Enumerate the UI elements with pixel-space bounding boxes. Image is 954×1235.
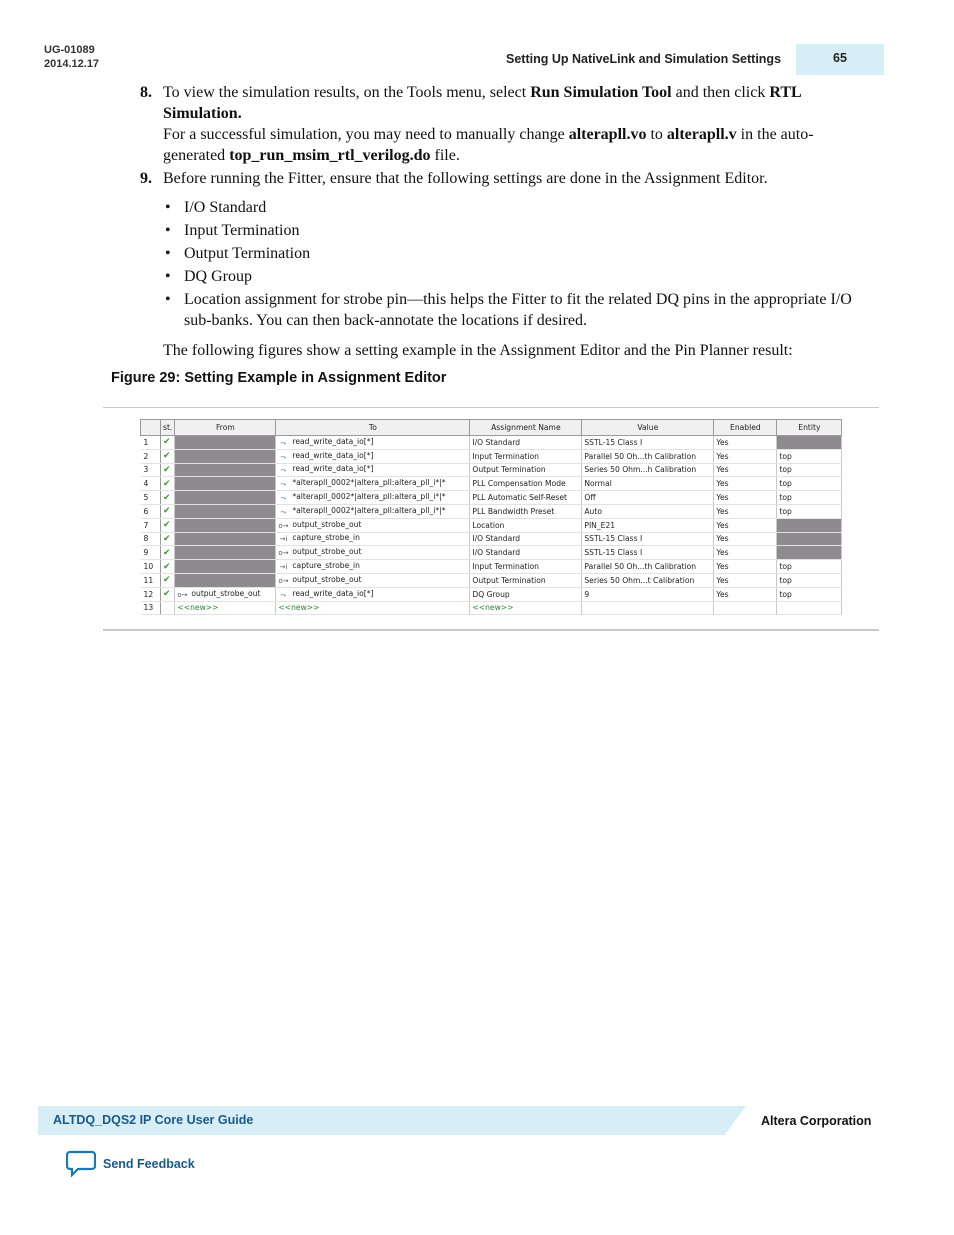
- checkmark-icon: ✔: [163, 492, 171, 503]
- bus-node-icon: ⤳: [280, 438, 287, 447]
- cell-value[interactable]: PIN_E21: [582, 518, 714, 532]
- cell-enabled[interactable]: Yes: [714, 449, 777, 463]
- checkmark-icon: ✔: [163, 464, 171, 475]
- column-header-enabled[interactable]: Enabled: [714, 420, 777, 436]
- input-pin-icon: →i: [279, 535, 288, 544]
- cell-assignment-name[interactable]: Output Termination: [470, 573, 582, 587]
- cell-from[interactable]: [175, 573, 276, 587]
- cell-enabled[interactable]: Yes: [714, 491, 777, 505]
- row-index: 8: [141, 532, 161, 546]
- cell-value[interactable]: Auto: [582, 504, 714, 518]
- cell-to[interactable]: [276, 560, 470, 574]
- list-item: • DQ Group: [163, 266, 860, 287]
- checkmark-icon: ✔: [163, 478, 171, 489]
- cell-enabled[interactable]: Yes: [714, 560, 777, 574]
- row-status: [161, 436, 175, 450]
- table-row[interactable]: [141, 573, 842, 587]
- table-row[interactable]: [141, 587, 842, 601]
- cell-to-text: capture_strobe_in: [292, 561, 360, 571]
- cell-enabled[interactable]: Yes: [714, 504, 777, 518]
- row-status: [161, 532, 175, 546]
- settings-list: [163, 197, 860, 331]
- cell-to[interactable]: [276, 532, 470, 546]
- send-feedback-button[interactable]: [66, 1150, 195, 1177]
- figure-caption: Figure 29: Setting Example in Assignment Editor: [111, 370, 447, 386]
- cell-entity[interactable]: top: [777, 463, 842, 477]
- table-row[interactable]: [141, 504, 842, 518]
- cell-entity[interactable]: [777, 518, 842, 532]
- cell-entity[interactable]: [777, 532, 842, 546]
- cell-from[interactable]: [175, 449, 276, 463]
- row-index: 12: [141, 587, 161, 601]
- checkmark-icon: ✔: [163, 533, 171, 544]
- text-run: file.: [430, 147, 460, 164]
- step-9: [140, 168, 860, 189]
- cell-from[interactable]: [175, 532, 276, 546]
- cell-assignment-name[interactable]: I/O Standard: [470, 436, 582, 450]
- cell-entity[interactable]: [777, 436, 842, 450]
- row-status: [161, 449, 175, 463]
- row-status: [161, 573, 175, 587]
- page-number: 65: [796, 44, 884, 75]
- step-8-note: [163, 124, 860, 166]
- cell-to[interactable]: [276, 573, 470, 587]
- table-row[interactable]: [141, 449, 842, 463]
- column-header-from[interactable]: From: [175, 420, 276, 436]
- file-ref: alterapll.vo: [568, 126, 647, 143]
- body-text: [140, 82, 860, 361]
- cell-to[interactable]: [276, 518, 470, 532]
- table-row[interactable]: [141, 491, 842, 505]
- row-status: [161, 601, 175, 615]
- output-pin-icon: o→: [177, 590, 188, 599]
- output-pin-icon: o→: [278, 521, 289, 530]
- cell-to-text: read_write_data_io[*]: [292, 588, 374, 598]
- file-ref: alterapll.v: [666, 126, 737, 143]
- cell-value[interactable]: Series 50 Ohm...h Calibration: [582, 463, 714, 477]
- cell-enabled[interactable]: Yes: [714, 518, 777, 532]
- row-status: [161, 587, 175, 601]
- cell-to[interactable]: [276, 463, 470, 477]
- text-run: in the auto-generated: [163, 126, 814, 164]
- send-feedback-label: Send Feedback: [103, 1156, 195, 1171]
- doc-id: UG-01089: [44, 44, 95, 56]
- cell-from[interactable]: [175, 560, 276, 574]
- row-index: 10: [141, 560, 161, 574]
- step-8-text: [163, 82, 860, 124]
- output-pin-icon: o→: [278, 549, 289, 558]
- text-run: and then click: [671, 84, 770, 101]
- row-index: 4: [141, 477, 161, 491]
- cell-value[interactable]: [582, 601, 714, 615]
- cell-from[interactable]: [175, 504, 276, 518]
- new-assignment-row[interactable]: [141, 601, 842, 615]
- checkmark-icon: ✔: [163, 520, 171, 531]
- row-index: 5: [141, 491, 161, 505]
- row-index: 3: [141, 463, 161, 477]
- cell-enabled[interactable]: Yes: [714, 477, 777, 491]
- checkmark-icon: ✔: [163, 575, 171, 586]
- file-ref: top_run_msim_rtl_verilog.do: [229, 147, 431, 164]
- cell-entity[interactable]: top: [777, 573, 842, 587]
- step-number: 8.: [140, 84, 152, 101]
- column-header-value[interactable]: Value: [582, 420, 714, 436]
- cell-entity[interactable]: top: [777, 491, 842, 505]
- list-item: • Output Termination: [163, 243, 860, 264]
- row-status: [161, 477, 175, 491]
- doc-date: 2014.12.17: [44, 58, 100, 70]
- row-status: [161, 463, 175, 477]
- cell-assignment-name[interactable]: I/O Standard: [470, 546, 582, 560]
- cell-value[interactable]: Parallel 50 Oh...th Calibration: [582, 449, 714, 463]
- cell-entity[interactable]: [777, 601, 842, 615]
- list-item: • Input Termination: [163, 220, 860, 241]
- cell-entity[interactable]: top: [777, 587, 842, 601]
- row-index: 1: [141, 436, 161, 450]
- bus-node-icon: ⤳: [280, 507, 287, 516]
- cell-value[interactable]: Parallel 50 Oh...th Calibration: [582, 560, 714, 574]
- cell-assignment-name[interactable]: Output Termination: [470, 463, 582, 477]
- cell-value[interactable]: 9: [582, 587, 714, 601]
- checkmark-icon: ✔: [163, 547, 171, 558]
- list-item: • I/O Standard: [163, 197, 860, 218]
- bus-node-icon: ⤳: [280, 494, 287, 503]
- cell-entity[interactable]: top: [777, 504, 842, 518]
- cell-value[interactable]: SSTL-15 Class I: [582, 436, 714, 450]
- cell-entity[interactable]: top: [777, 449, 842, 463]
- row-index: 13: [141, 601, 161, 615]
- step-number: 9.: [140, 170, 152, 187]
- new-to-cell[interactable]: <<new>>: [276, 601, 470, 615]
- cell-assignment-name[interactable]: PLL Bandwidth Preset: [470, 504, 582, 518]
- doc-meta: [44, 43, 99, 71]
- row-status: [161, 491, 175, 505]
- table-row[interactable]: [141, 518, 842, 532]
- row-index: 6: [141, 504, 161, 518]
- menu-item-ref: RTL Simulation.: [163, 84, 801, 122]
- checkmark-icon: ✔: [163, 561, 171, 572]
- table-header-row: [141, 420, 842, 436]
- row-index: 11: [141, 573, 161, 587]
- cell-assignment-name[interactable]: PLL Compensation Mode: [470, 477, 582, 491]
- new-assignment-name-cell[interactable]: <<new>>: [470, 601, 582, 615]
- cell-from[interactable]: [175, 518, 276, 532]
- cell-enabled[interactable]: Yes: [714, 587, 777, 601]
- row-status: [161, 518, 175, 532]
- cell-to[interactable]: [276, 436, 470, 450]
- cell-value[interactable]: Normal: [582, 477, 714, 491]
- cell-to-text: capture_strobe_in: [292, 533, 360, 543]
- row-index: 7: [141, 518, 161, 532]
- column-header-entity[interactable]: Entity: [777, 420, 842, 436]
- bus-node-icon: ⤳: [280, 466, 287, 475]
- cell-enabled[interactable]: Yes: [714, 532, 777, 546]
- cell-enabled[interactable]: Yes: [714, 573, 777, 587]
- cell-assignment-name[interactable]: PLL Automatic Self-Reset: [470, 491, 582, 505]
- step-8: [140, 82, 860, 166]
- row-status: [161, 546, 175, 560]
- input-pin-icon: →i: [279, 563, 288, 572]
- row-index: 9: [141, 546, 161, 560]
- cell-to-text: output_strobe_out: [292, 574, 362, 584]
- text-run: To view the simulation results, on the Tools menu, select: [163, 84, 531, 101]
- table-row[interactable]: [141, 463, 842, 477]
- table-row[interactable]: [141, 532, 842, 546]
- cell-to-text: *alterapll_0002*|altera_pll:altera_pll_i*|*: [292, 505, 446, 515]
- row-status: [161, 504, 175, 518]
- cell-from[interactable]: [175, 477, 276, 491]
- cell-assignment-name[interactable]: I/O Standard: [470, 532, 582, 546]
- cell-to-text: read_write_data_io[*]: [292, 464, 374, 474]
- cell-enabled[interactable]: Yes: [714, 546, 777, 560]
- assignment-editor-table: [140, 419, 842, 615]
- cell-to[interactable]: [276, 504, 470, 518]
- cell-to-text: *alterapll_0002*|altera_pll:altera_pll_i*|*: [292, 478, 446, 488]
- table-row[interactable]: [141, 436, 842, 450]
- figure-intro: The following figures show a setting example in the Assignment Editor and the Pin Planner result:: [163, 342, 793, 359]
- cell-from[interactable]: [175, 463, 276, 477]
- cell-from[interactable]: [175, 546, 276, 560]
- figure-divider-top: [103, 407, 879, 408]
- cell-value[interactable]: Series 50 Ohm...t Calibration: [582, 573, 714, 587]
- cell-enabled[interactable]: Yes: [714, 436, 777, 450]
- step-9-text: Before running the Fitter, ensure that the following settings are done in the Assignment Editor.: [163, 170, 768, 187]
- cell-to-text: read_write_data_io[*]: [292, 436, 374, 446]
- speech-bubble-icon: [66, 1150, 96, 1177]
- cell-assignment-name[interactable]: Location: [470, 518, 582, 532]
- cell-to[interactable]: [276, 587, 470, 601]
- column-header-assignment-name[interactable]: Assignment Name: [470, 420, 582, 436]
- checkmark-icon: ✔: [163, 451, 171, 462]
- cell-from[interactable]: [175, 587, 276, 601]
- cell-from-text: output_strobe_out: [191, 588, 261, 598]
- cell-assignment-name[interactable]: DQ Group: [470, 587, 582, 601]
- cell-to-text: output_strobe_out: [292, 547, 362, 557]
- column-header[interactable]: [141, 420, 161, 436]
- table-row[interactable]: [141, 560, 842, 574]
- cell-to[interactable]: [276, 546, 470, 560]
- cell-assignment-name[interactable]: Input Termination: [470, 449, 582, 463]
- cell-to-text: read_write_data_io[*]: [292, 450, 374, 460]
- new-from-cell[interactable]: <<new>>: [175, 601, 276, 615]
- figure-divider-bottom: [103, 629, 879, 631]
- footer-guide-link[interactable]: ALTDQ_DQS2 IP Core User Guide: [53, 1113, 254, 1127]
- row-index: 2: [141, 449, 161, 463]
- checkmark-icon: ✔: [163, 506, 171, 517]
- cell-to[interactable]: [276, 477, 470, 491]
- cell-enabled[interactable]: Yes: [714, 463, 777, 477]
- cell-value[interactable]: Off: [582, 491, 714, 505]
- footer-company: Altera Corporation: [761, 1114, 872, 1128]
- cell-to[interactable]: [276, 449, 470, 463]
- cell-to[interactable]: [276, 491, 470, 505]
- cell-to-text: *alterapll_0002*|altera_pll:altera_pll_i*|*: [292, 492, 446, 502]
- list-item: • Location assignment for strobe pin—this helps the Fitter to fit the related DQ pins in the appropriate I/O sub-banks. You can then back-annotate the locations if desired.: [163, 289, 860, 331]
- bus-node-icon: ⤳: [280, 452, 287, 461]
- cell-value[interactable]: SSTL-15 Class I: [582, 546, 714, 560]
- cell-assignment-name[interactable]: Input Termination: [470, 560, 582, 574]
- text-run: For a successful simulation, you may need to manually change: [163, 126, 569, 143]
- column-header-status[interactable]: st.: [161, 420, 175, 436]
- output-pin-icon: o→: [278, 576, 289, 585]
- cell-value[interactable]: SSTL-15 Class I: [582, 532, 714, 546]
- text-run: to: [646, 126, 667, 143]
- cell-enabled[interactable]: [714, 601, 777, 615]
- cell-entity[interactable]: [777, 546, 842, 560]
- row-status: [161, 560, 175, 574]
- cell-from[interactable]: [175, 491, 276, 505]
- bus-node-icon: ⤳: [280, 480, 287, 489]
- bus-node-icon: ⤳: [280, 590, 287, 599]
- menu-item-ref: Run Simulation Tool: [530, 84, 672, 101]
- table-row[interactable]: [141, 546, 842, 560]
- cell-to-text: output_strobe_out: [292, 519, 362, 529]
- cell-entity[interactable]: top: [777, 560, 842, 574]
- column-header-to[interactable]: To: [276, 420, 470, 436]
- checkmark-icon: ✔: [163, 437, 171, 448]
- checkmark-icon: ✔: [163, 589, 171, 600]
- cell-from[interactable]: [175, 436, 276, 450]
- section-title: Setting Up NativeLink and Simulation Settings: [506, 52, 782, 66]
- cell-entity[interactable]: top: [777, 477, 842, 491]
- table-row[interactable]: [141, 477, 842, 491]
